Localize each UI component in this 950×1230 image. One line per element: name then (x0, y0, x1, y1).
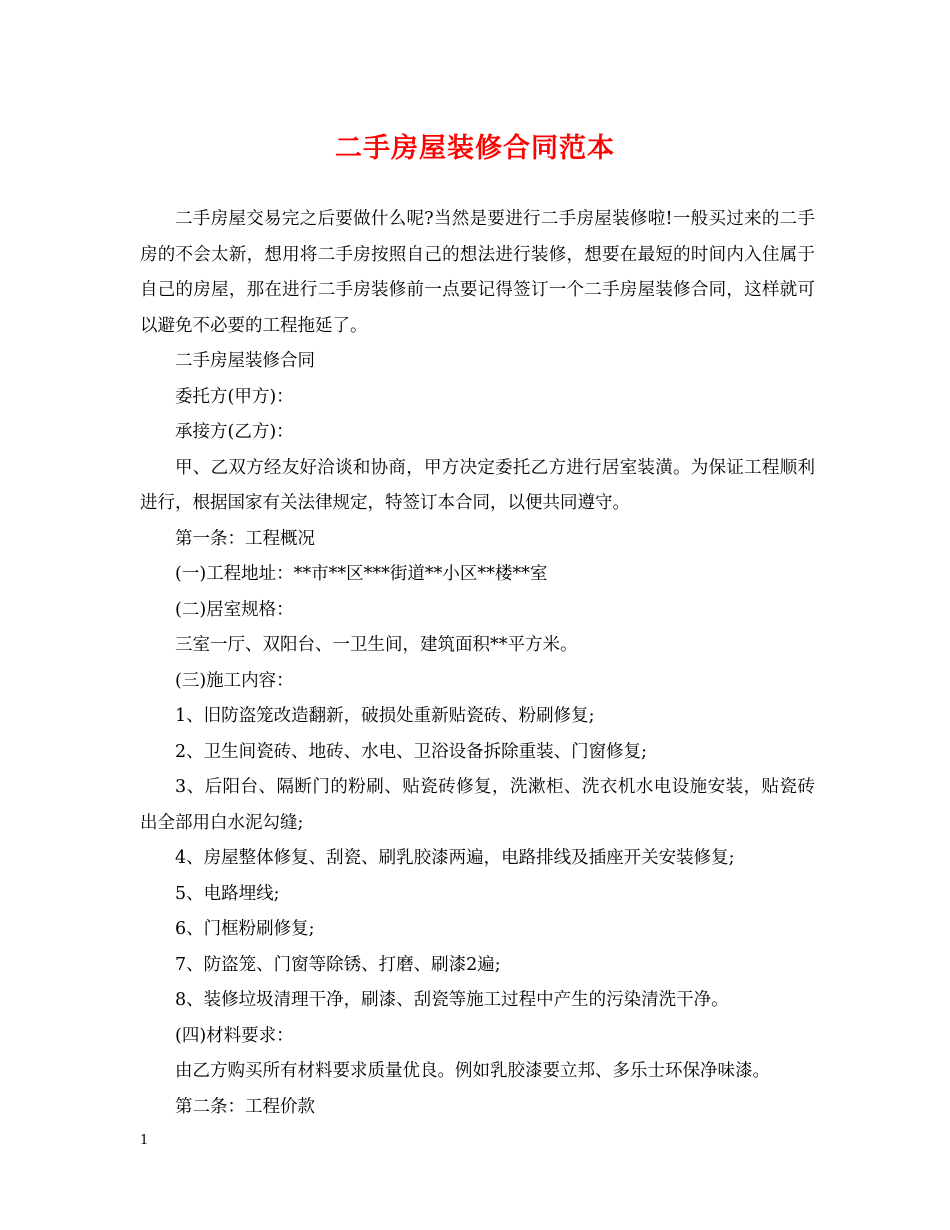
party-a-line: 委托方(甲方)： (175, 386, 294, 407)
construction-item-6: 6、门框粉刷修复; (175, 919, 315, 939)
construction-item-1: 1、旧防盗笼改造翻新，破损处重新贴瓷砖、粉刷修复; (175, 706, 595, 726)
intro-paragraph: 二手房屋交易完之后要做什么呢?当然是要进行二手房屋装修啦!一般买过来的二手房的不会太新，想用将二手房按照自己的想法进行装修，想要在最短的时间内入住属于自己的房屋，那在进行二手房装修前一点要记得签订一个二手房屋装修合同，这样就可以避免不必要的工程拖延了。 (140, 209, 815, 336)
room-spec-text: 三室一厅、双阳台、一卫生间，建筑面积**平方米。 (175, 635, 578, 655)
party-b-line: 承接方(乙方)： (175, 422, 294, 442)
material-text: 由乙方购买所有材料要求质量优良。例如乳胶漆要立邦、多乐士环保净味漆。 (175, 1061, 770, 1081)
document-title: 二手房屋装修合同范本 (335, 133, 615, 164)
material-heading: (四)材料要求： (175, 1025, 294, 1046)
construction-content-heading: (三)施工内容： (175, 670, 294, 691)
page-number: 1 (140, 1133, 149, 1148)
construction-item-4: 4、房屋整体修复、刮瓷、刷乳胶漆两遍，电路排线及插座开关安装修复; (175, 848, 735, 868)
construction-item-2: 2、卫生间瓷砖、地砖、水电、卫浴设备拆除重装、门窗修复; (175, 741, 648, 762)
article-1-heading: 第一条：工程概况 (175, 528, 315, 549)
construction-item-3: 3、后阳台、隔断门的粉刷、贴瓷砖修复，洗漱柜、洗衣机水电设施安装，贴瓷砖出全部用白水泥勾缝; (140, 777, 815, 833)
agreement-paragraph: 甲、乙双方经友好洽谈和协商，甲方决定委托乙方进行居室装潢。为保证工程顺利进行，根据国家有关法律规定，特签订本合同，以便共同遵守。 (140, 457, 815, 513)
construction-item-8: 8、装修垃圾清理干净，刷漆、刮瓷等施工过程中产生的污染清洗干净。 (175, 990, 729, 1010)
project-address: (一)工程地址：**市**区***街道**小区**楼**室 (175, 564, 548, 584)
room-spec-heading: (二)居室规格： (175, 599, 294, 620)
contract-heading: 二手房屋装修合同 (175, 351, 315, 371)
document-body (140, 202, 815, 1125)
construction-item-7: 7、防盗笼、门窗等除锈、打磨、刷漆2遍; (175, 954, 501, 975)
construction-item-5: 5、电路埋线; (175, 883, 280, 904)
article-2-heading: 第二条：工程价款 (175, 1096, 315, 1117)
